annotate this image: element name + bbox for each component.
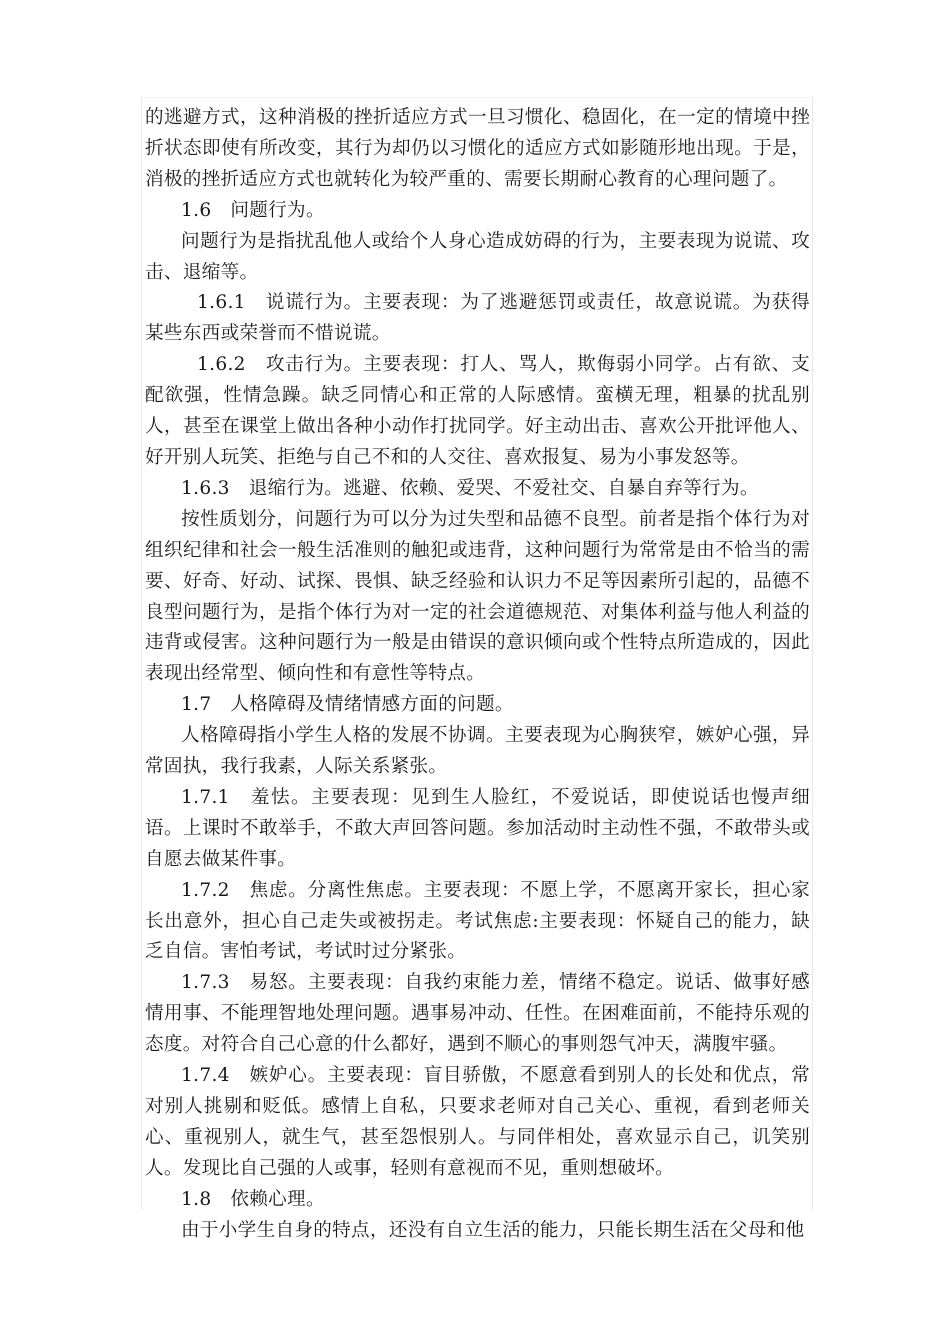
section-heading-1-8: 1.8 依赖心理。 (181, 1188, 325, 1210)
subsection-1-7-4: 1.7.4 嫉妒心。主要表现：盲目骄傲，不愿意看到别人的长处和优点，常对别人挑剔和贬低。感情上自私，只要求老师对自己关心、重视，看到老师关心、重视别人，就生气，甚至怨恨别人。与同伴相处，喜欢显示自己，讥笑别人。发现比自己强的人或事，轻则有意视而不见，重则想破坏。 (145, 1065, 810, 1179)
subsection-1-7-1: 1.7.1 羞怯。主要表现：见到生人脸红，不爱说话，即使说话也慢声细语。上课时不敢举手，不敢大声回答问题。参加活动时主动性不强，不敢带头或自愿去做某件事。 (145, 786, 810, 870)
subsection-1-7-3: 1.7.3 易怒。主要表现：自我约束能力差，情绪不稳定。说话、做事好感情用事、不能理智地处理问题。遇事易冲动、任性。在困难面前，不能持乐观的态度。对符合自己心意的什么都好，遇到不顺心的事则怨气冲天，满腹牢骚。 (145, 972, 810, 1056)
subsection-1-6-2: 1.6.2 攻击行为。主要表现：打人、骂人，欺侮弱小同学。占有欲、支配欲强，性情急躁。缺乏同情心和正常的人际感情。蛮横无理，粗暴的扰乱别人，甚至在课堂上做出各种小动作打扰同学。好主动出击、喜欢公开批评他人、好开别人玩笑、拒绝与自己不和的人交往、喜欢报复、易为小事发怒等。 (145, 354, 810, 468)
paragraph-classification: 按性质划分，问题行为可以分为过失型和品德不良型。前者是指个体行为对组织纪律和社会一般生活准则的触犯或违背，这种问题行为常常是由不恰当的需要、好奇、好动、试探、畏惧、缺乏经验和认识力不足等因素所引起的，品德不良型问题行为，是指个体行为对一定的社会道德规范、对集体利益与他人利益的违背或侵害。这种问题行为一般是由错误的意识倾向或个性特点所造成的，因此表现出经常型、倾向性和有意性等特点。 (145, 508, 810, 685)
subsection-1-6-1: 1.6.1 说谎行为。主要表现：为了逃避惩罚或责任，故意说谎。为获得某些东西或荣誉而不惜说谎。 (145, 292, 810, 345)
document-page (141, 97, 813, 1241)
paragraph-personality-disorder: 人格障碍指小学生人格的发展不协调。主要表现为心胸狭窄，嫉妒心强，异常固执，我行我素，人际关系紧张。 (145, 725, 810, 778)
section-heading-1-7: 1.7 人格障碍及情绪情感方面的问题。 (181, 694, 514, 716)
paragraph-dependency: 由于小学生自身的特点，还没有自立生活的能力，只能长期生活在父母和他 (181, 1219, 805, 1241)
paragraph-problem-behavior: 问题行为是指扰乱他人或给个人身心造成妨碍的行为，主要表现为说谎、攻击、退缩等。 (145, 230, 810, 283)
section-heading-1-6: 1.6 问题行为。 (181, 199, 325, 221)
subsection-1-6-3: 1.6.3 退缩行为。逃避、依赖、爱哭、不爱社交、自暴自弃等行为。 (181, 477, 759, 499)
subsection-1-7-2: 1.7.2 焦虑。分离性焦虑。主要表现：不愿上学，不愿离开家长，担心家长出意外，担心自己走失或被拐走。考试焦虑:主要表现：怀疑自己的能力，缺乏自信。害怕考试，考试时过分紧张。 (145, 879, 810, 963)
paragraph-continuation: 的逃避方式，这种消极的挫折适应方式一旦习惯化、稳固化，在一定的情境中挫折状态即使有所改变，其行为却仍以习惯化的适应方式如影随形地出现。于是，消极的挫折适应方式也就转化为较严重的、需要长期耐心教育的心理问题了。 (145, 107, 810, 190)
